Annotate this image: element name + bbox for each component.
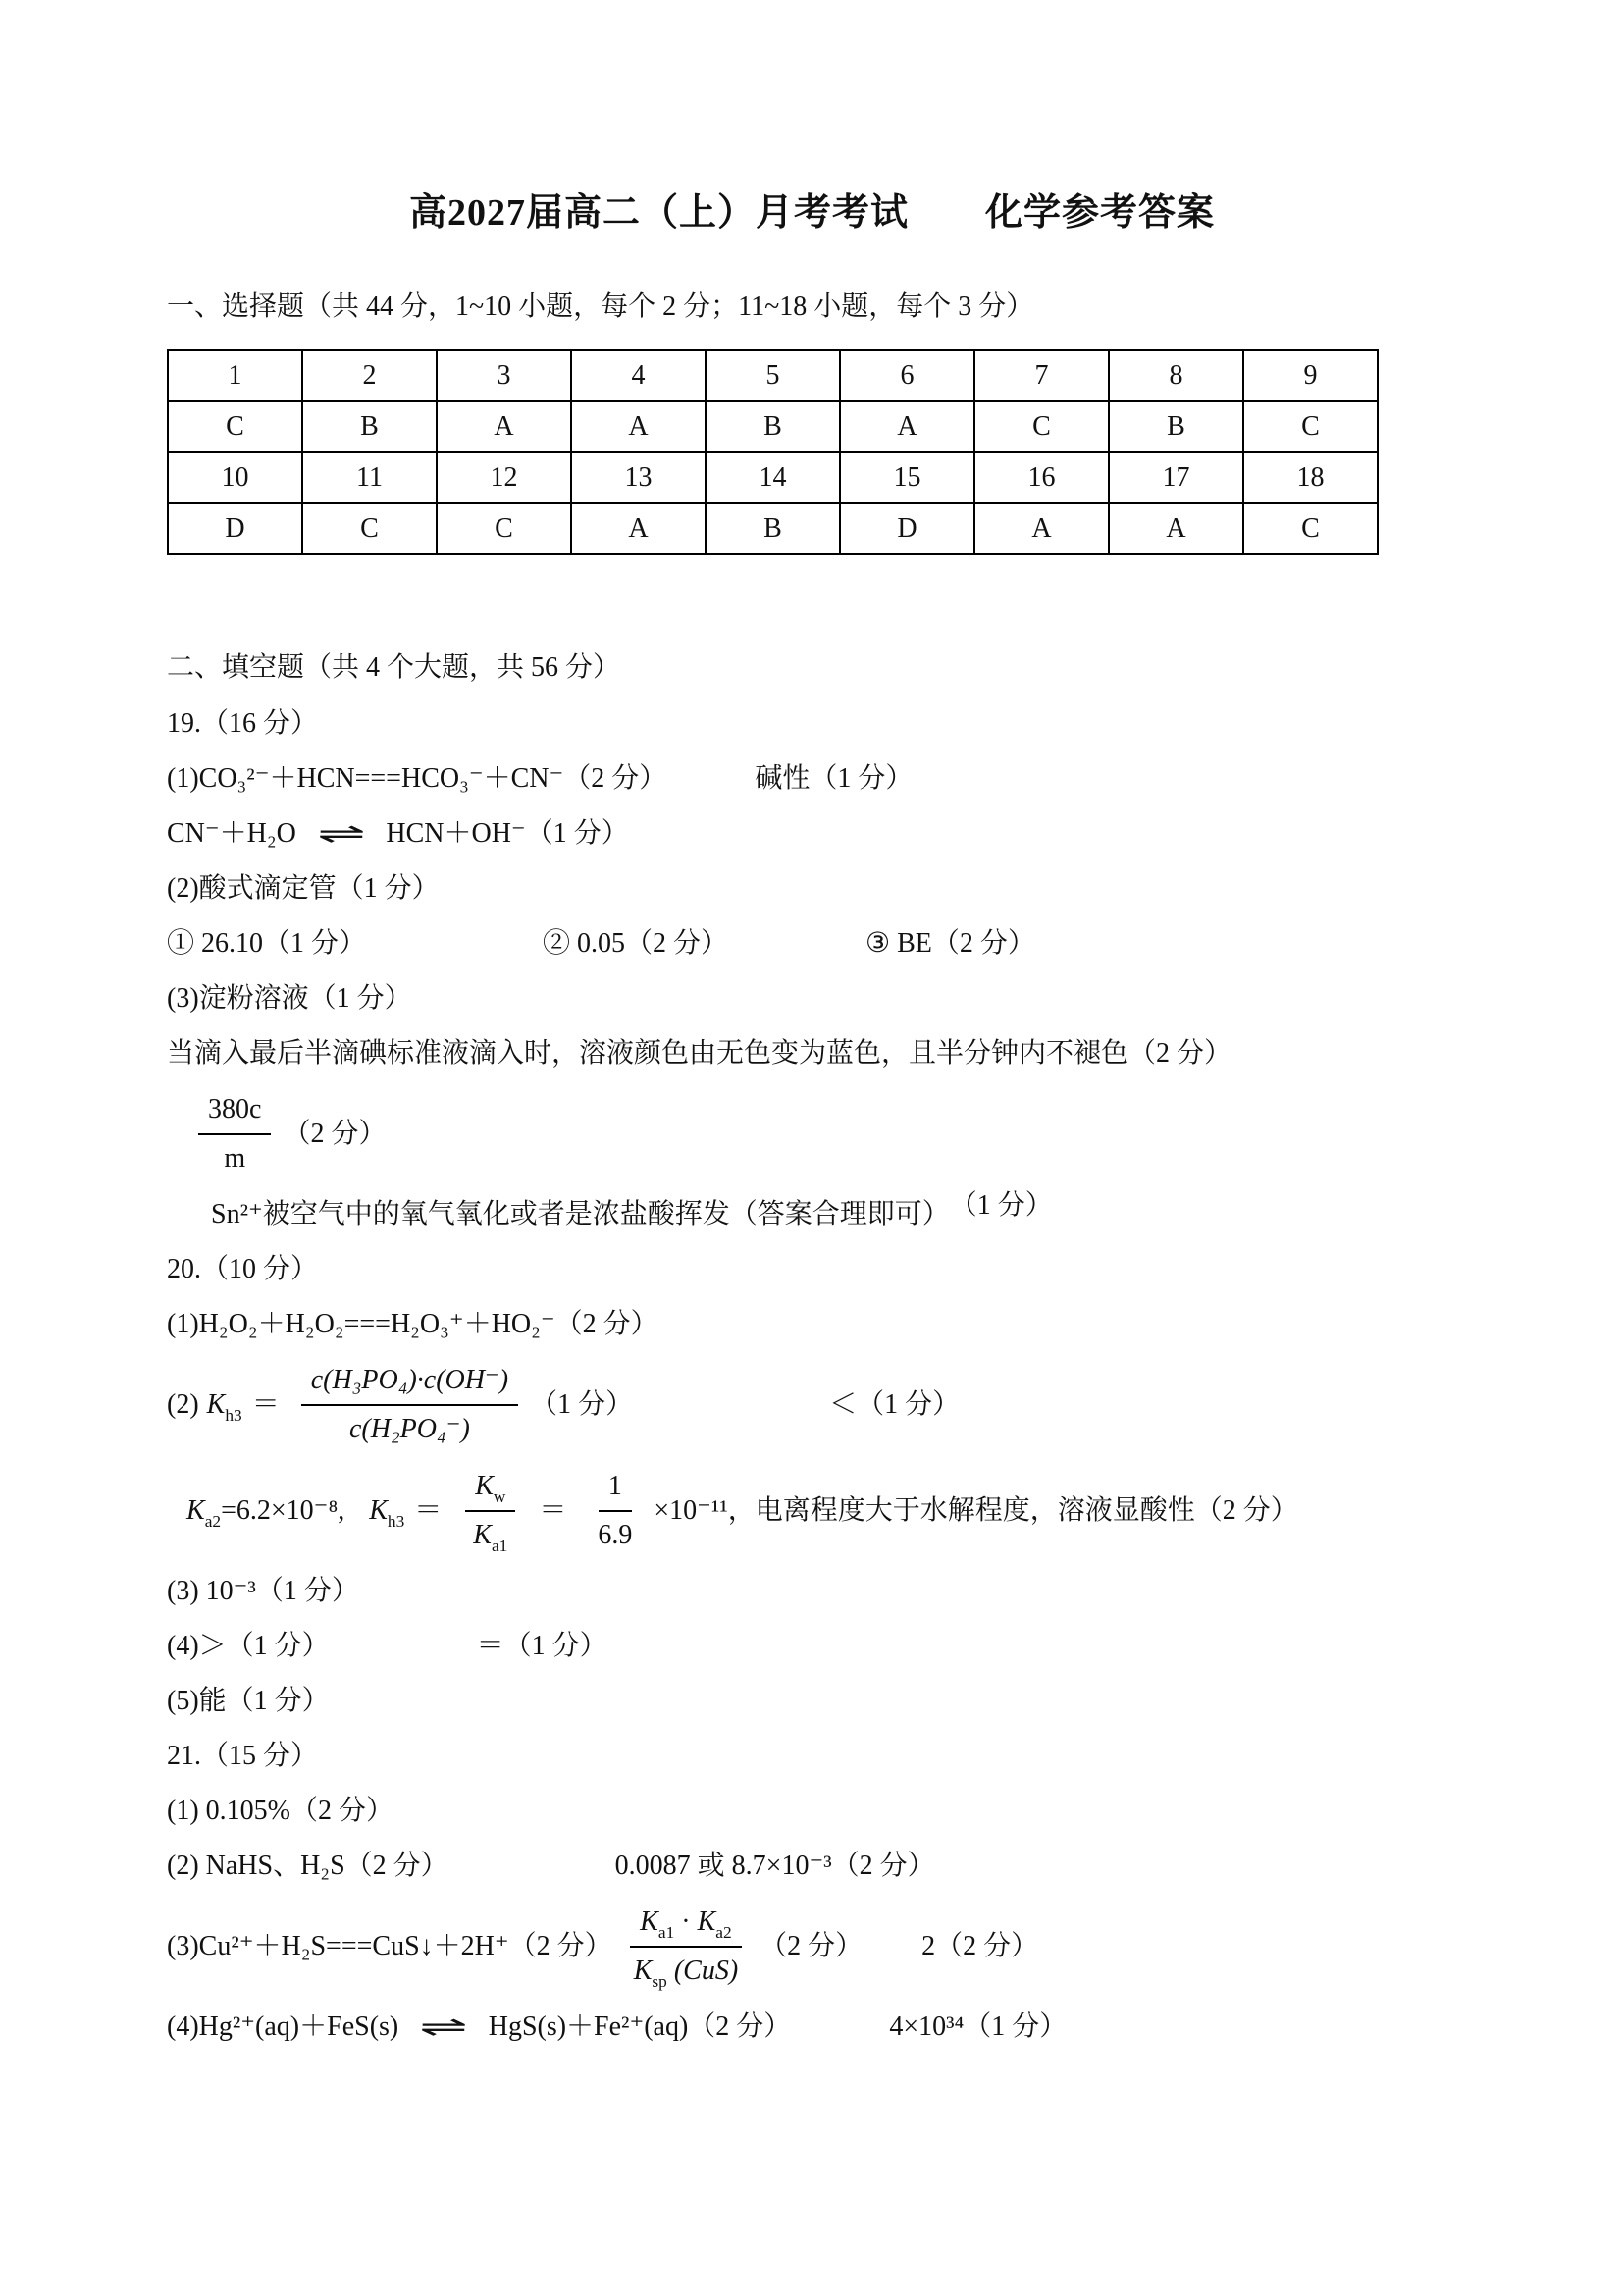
question-number-cell: 14 xyxy=(706,452,840,503)
question-number-cell: 6 xyxy=(840,350,974,401)
table-row-question-numbers-1 xyxy=(168,350,1378,401)
fraction-numerator: 1 xyxy=(599,1469,632,1512)
q19-part4-text: Sn²⁺被空气中的氧气氧化或者是浓盐酸挥发（答案合理即可） xyxy=(211,1199,950,1229)
answer-cell: A xyxy=(437,401,571,452)
q21-part2-value: 0.0087 或 8.7×10⁻³（2 分） xyxy=(614,1851,935,1881)
question-number-cell: 18 xyxy=(1243,452,1378,503)
equals-sign: ＝ xyxy=(414,1495,443,1526)
question-number-cell: 9 xyxy=(1243,350,1378,401)
q19-part2-line: (2)酸式滴定管（1 分） xyxy=(167,873,440,904)
q21-heading: 21.（15 分） xyxy=(167,1741,319,1771)
fraction-numerator xyxy=(630,1904,741,1948)
answer-cell: B xyxy=(706,503,840,554)
question-number-cell: 2 xyxy=(302,350,437,401)
answer-cell: B xyxy=(1109,401,1243,452)
k-subscript: h3 xyxy=(225,1405,242,1425)
q20-part1-line: (1)H₂O₂＋H₂O₂===H₂O₃⁺＋HO₂⁻（2 分） xyxy=(167,1309,658,1339)
k-subscript: h3 xyxy=(387,1511,405,1531)
k-letter: K xyxy=(640,1906,658,1937)
q21-part2-line xyxy=(167,1839,1457,1894)
k-subscript: w xyxy=(493,1487,506,1506)
table-row-answers-1 xyxy=(168,401,1378,452)
ka2-symbol xyxy=(186,1494,222,1531)
ka1-symbol xyxy=(473,1519,508,1555)
question-number-cell: 10 xyxy=(168,452,302,503)
k-letter: K xyxy=(206,1389,226,1420)
q21-part2-species: (2) NaHS、H₂S（2 分） xyxy=(167,1851,448,1881)
k-subscript: a2 xyxy=(715,1922,732,1942)
fraction-numerator: 380c xyxy=(198,1092,271,1135)
fraction-denominator: c(H₂PO₄⁻) xyxy=(348,1414,470,1444)
q19-hydrolysis-line xyxy=(167,807,1457,861)
kh3-symbol xyxy=(369,1494,405,1531)
q19-part1-equation: (1)CO₃²⁻＋HCN===HCO₃⁻＋CN⁻（2 分） xyxy=(167,763,667,794)
answer-cell: B xyxy=(706,401,840,452)
fraction-denominator xyxy=(463,1512,517,1553)
q20-part3-line: (3) 10⁻³（1 分） xyxy=(167,1576,359,1606)
k-letter: K xyxy=(633,1956,653,1986)
q20-ka-line xyxy=(167,1458,1457,1564)
question-number-cell: 12 xyxy=(437,452,571,503)
dot-operator: · xyxy=(681,1906,691,1937)
q20-part5-line: (5)能（1 分） xyxy=(167,1686,330,1716)
q19-fraction-score: （2 分） xyxy=(283,1119,387,1149)
q19-hydrolysis-right: HCN＋OH⁻（1 分） xyxy=(386,818,629,849)
q21-part4-right: HgS(s)＋Fe²⁺(aq)（2 分） xyxy=(488,2011,792,2042)
fraction-denominator: 6.9 xyxy=(598,1520,633,1550)
q20-part2-line xyxy=(167,1352,1457,1458)
answer-cell: C xyxy=(1243,401,1378,452)
k-subscript: a1 xyxy=(657,1922,675,1942)
q21-part1-line: (1) 0.105%（2 分） xyxy=(167,1796,393,1826)
fraction-numerator xyxy=(465,1469,515,1512)
equilibrium-arrow-icon: ⇌ xyxy=(419,2010,468,2043)
q20-part4-greater: (4)＞（1 分） xyxy=(167,1631,330,1661)
kw-over-ka1-fraction xyxy=(463,1469,517,1553)
table-row-question-numbers-2 xyxy=(168,452,1378,503)
fraction-denominator: m xyxy=(224,1143,246,1174)
answer-cell: A xyxy=(1109,503,1243,554)
answer-cell: D xyxy=(840,503,974,554)
question-number-cell: 8 xyxy=(1109,350,1243,401)
q21-part3-extra: 2（2 分） xyxy=(921,1931,1039,1961)
ksp-symbol xyxy=(633,1955,667,1991)
table-row-answers-2 xyxy=(168,503,1378,554)
equals-sign: ＝ xyxy=(539,1495,567,1526)
q19-item-1: ① 26.10（1 分） xyxy=(167,928,367,959)
fill-section-heading: 二、填空题（共 4 个大题，共 56 分） xyxy=(167,652,621,683)
q21-part3-score: （2 分） xyxy=(760,1931,864,1961)
k-letter: K xyxy=(697,1906,716,1937)
question-number-cell: 16 xyxy=(974,452,1109,503)
ka2-value: =6.2×10⁻⁸, xyxy=(221,1495,345,1526)
question-number-cell: 4 xyxy=(571,350,706,401)
answer-cell: D xyxy=(168,503,302,554)
q20-part2-prefix: (2) xyxy=(167,1389,199,1420)
q19-part4-score: （1 分） xyxy=(949,1190,1053,1221)
q20-part2-compare: ＜（1 分） xyxy=(829,1389,961,1420)
k-letter: K xyxy=(186,1495,205,1526)
q19-part3-line: (3)淀粉溶液（1 分） xyxy=(167,983,412,1014)
answer-table xyxy=(167,349,1379,555)
answer-cell: C xyxy=(1243,503,1378,554)
question-number-cell: 3 xyxy=(437,350,571,401)
q20-part2-score: （1 分） xyxy=(530,1389,634,1420)
k-letter: K xyxy=(473,1520,492,1550)
k-subscript: sp xyxy=(652,1971,667,1991)
choice-section-heading: 一、选择题（共 44 分，1~10 小题，每个 2 分；11~18 小题，每个 3 分） xyxy=(167,291,1034,322)
k-letter: K xyxy=(475,1471,494,1501)
fraction-denominator xyxy=(624,1948,748,1989)
q20-heading: 20.（10 分） xyxy=(167,1254,319,1284)
ka2-symbol xyxy=(697,1905,732,1942)
q21-part4-extra: 4×10³⁴（1 分） xyxy=(889,2011,1068,2042)
q21-part3-line xyxy=(167,1894,1457,2000)
k-letter: K xyxy=(369,1495,388,1526)
q19-fraction-line xyxy=(167,1081,1457,1187)
question-number-cell: 7 xyxy=(974,350,1109,401)
answer-cell: C xyxy=(168,401,302,452)
question-number-cell: 5 xyxy=(706,350,840,401)
answer-cell: A xyxy=(571,503,706,554)
answer-cell: A xyxy=(840,401,974,452)
answer-cell: B xyxy=(302,401,437,452)
equilibrium-arrow-icon: ⇌ xyxy=(316,817,366,850)
answer-cell: C xyxy=(974,401,1109,452)
equals-sign: ＝ xyxy=(251,1389,280,1420)
answer-cell: C xyxy=(302,503,437,554)
q19-item-3: ③ BE（2 分） xyxy=(865,928,1035,959)
q20-part4-line xyxy=(167,1619,1457,1674)
k-subscript: a1 xyxy=(491,1536,508,1555)
ka1-ka2-over-ksp-fraction xyxy=(624,1904,748,1989)
question-number-cell: 1 xyxy=(168,350,302,401)
fraction-numerator: c(H₃PO₄)·c(OH⁻) xyxy=(301,1363,518,1406)
q20-ka-conclusion: ，电离程度大于水解程度，溶液显酸性（2 分） xyxy=(727,1495,1298,1526)
kw-symbol xyxy=(475,1470,506,1506)
cus-formula: (CuS) xyxy=(673,1956,739,1986)
question-number-cell: 11 xyxy=(302,452,437,503)
answer-cell: A xyxy=(974,503,1109,554)
page-title: 高2027届高二（上）月考考试 化学参考答案 xyxy=(408,192,1215,234)
power-of-ten-factor: ×10⁻¹¹ xyxy=(654,1495,728,1526)
q19-part4-line xyxy=(167,1187,1457,1242)
q21-part3-equation: (3)Cu²⁺＋H₂S===CuS↓＋2H⁺（2 分） xyxy=(167,1931,612,1961)
q20-part4-equal: ＝（1 分） xyxy=(476,1631,607,1661)
answer-cell: C xyxy=(437,503,571,554)
one-over-6-9-fraction xyxy=(588,1469,642,1553)
kh3-expression-fraction xyxy=(301,1363,518,1447)
q19-part2-items xyxy=(167,916,1457,971)
fraction-380c-over-m xyxy=(198,1092,271,1176)
q21-part4-line xyxy=(167,2000,1457,2055)
answer-cell: A xyxy=(571,401,706,452)
q19-item-2: ② 0.05（2 分） xyxy=(543,928,729,959)
q19-hydrolysis-left: CN⁻＋H₂O xyxy=(167,818,296,849)
ka1-symbol xyxy=(640,1905,675,1942)
q21-part4-left: (4)Hg²⁺(aq)＋FeS(s) xyxy=(167,2011,399,2042)
q19-part1-line xyxy=(167,752,1457,807)
q19-heading: 19.（16 分） xyxy=(167,708,319,739)
q19-part1-note: 碱性（1 分） xyxy=(755,763,914,794)
q19-part3-description: 当滴入最后半滴碘标准液滴入时，溶液颜色由无色变为蓝色，且半分钟内不褪色（2 分） xyxy=(167,1038,1232,1069)
k-subscript: a2 xyxy=(204,1511,222,1531)
kh3-symbol xyxy=(206,1388,242,1425)
question-number-cell: 13 xyxy=(571,452,706,503)
question-number-cell: 17 xyxy=(1109,452,1243,503)
question-number-cell: 15 xyxy=(840,452,974,503)
